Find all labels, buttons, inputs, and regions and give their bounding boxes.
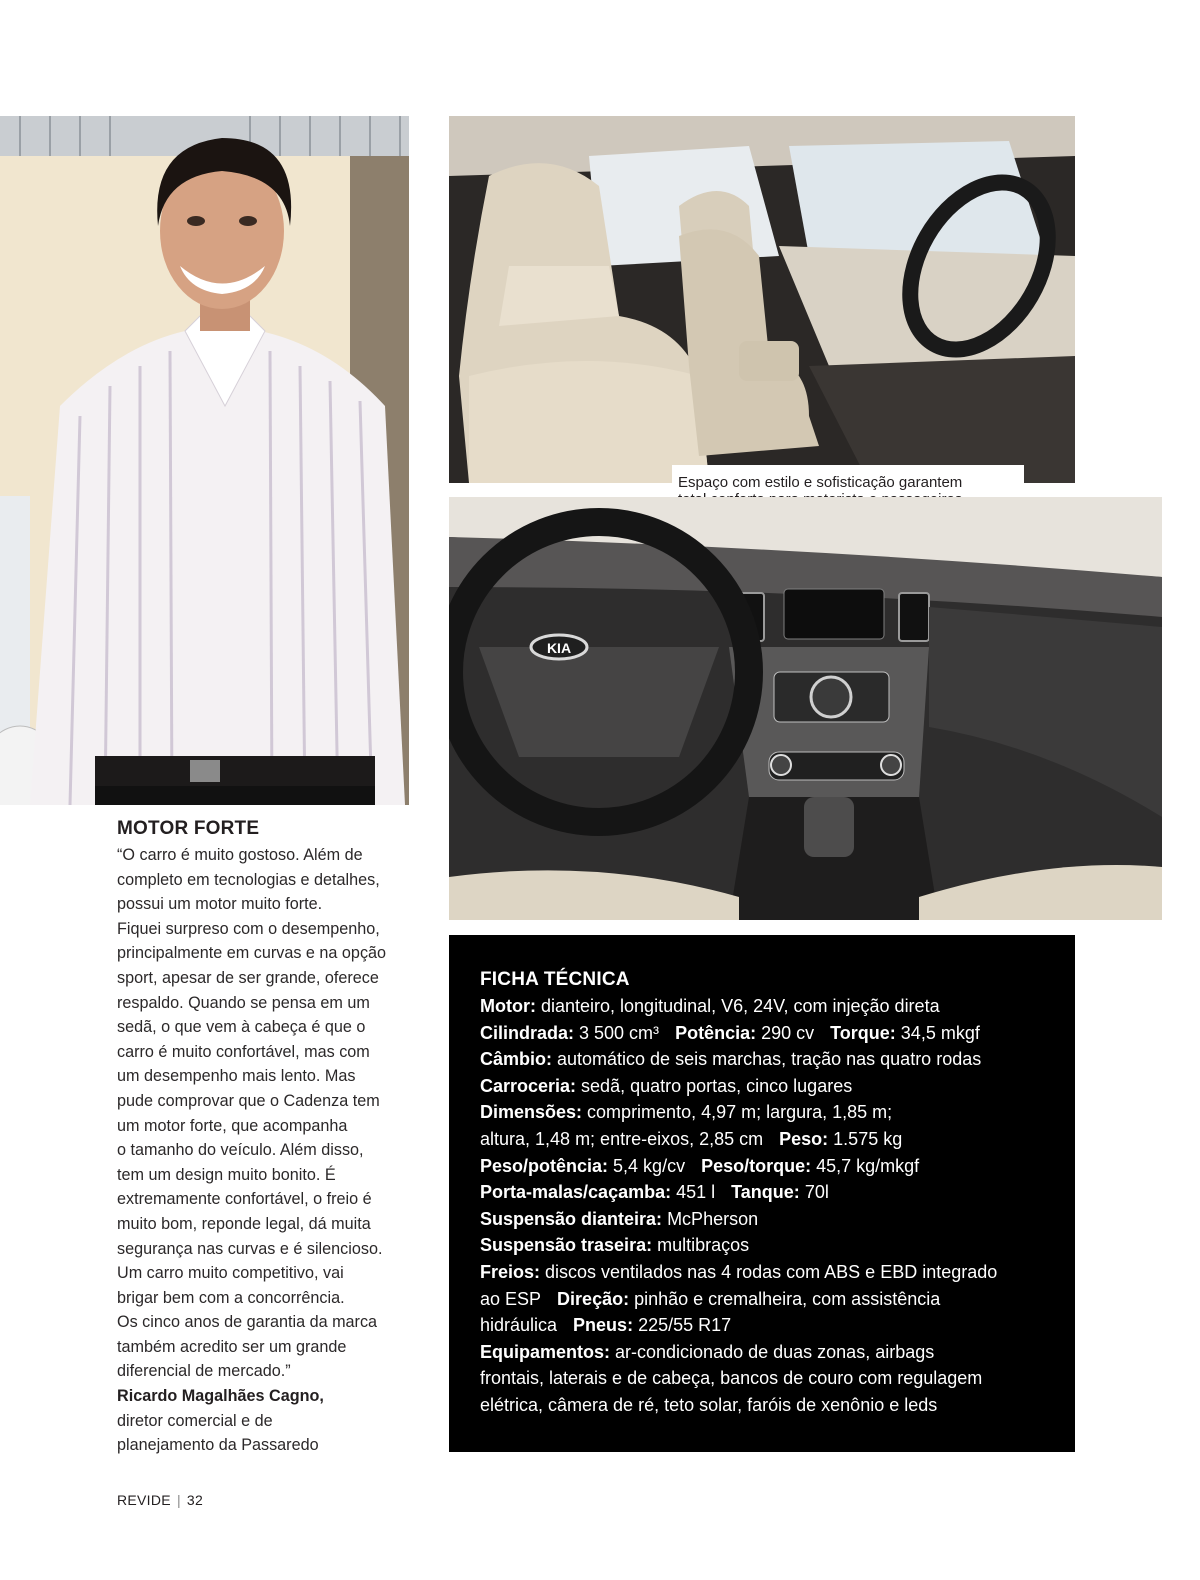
- spec-value: dianteiro, longitudinal, V6, 24V, com injeção direta: [535, 996, 940, 1016]
- portrait-photo: [0, 116, 409, 805]
- spec-line-equipamentos: [480, 1339, 1060, 1366]
- spec-line-equipamentos-3: [480, 1392, 1060, 1419]
- spec-value: 451 l: [671, 1182, 716, 1203]
- spec-value: 3 500 cm³: [574, 1022, 660, 1043]
- spec-value: multibraços: [652, 1235, 750, 1256]
- spec-label: Dimensões:: [480, 1102, 583, 1123]
- testimonial-line: também acredito ser um grande: [117, 1337, 347, 1356]
- spec-value: altura, 1,48 m; entre-eixos, 2,85 cm: [480, 1128, 764, 1149]
- spec-value: 5,4 kg/cv: [608, 1155, 686, 1176]
- testimonial-author-role: planejamento da Passaredo: [117, 1436, 319, 1455]
- testimonial-line: principalmente em curvas e na opção: [117, 944, 387, 963]
- footer-separator: |: [176, 1492, 181, 1508]
- spec-label: Peso/potência:: [480, 1155, 609, 1176]
- testimonial-line: Fiquei surpreso com o desempenho,: [117, 919, 380, 938]
- spec-label: Torque:: [830, 1022, 896, 1043]
- testimonial-line: pude comprovar que o Cadenza tem: [117, 1091, 380, 1110]
- spec-label: Pneus:: [573, 1315, 634, 1336]
- spec-label: Freios:: [480, 1261, 541, 1282]
- testimonial-line: brigar bem com a concorrência.: [117, 1288, 345, 1307]
- testimonial-line: muito bom, reponde legal, dá muita: [117, 1214, 371, 1233]
- testimonial-line: Os cinco anos de garantia da marca: [117, 1313, 378, 1332]
- dashboard-photo: [449, 497, 1162, 920]
- caption-line: Espaço com estilo e sofisticação garantem: [678, 474, 963, 491]
- testimonial-line: um desempenho mais lento. Mas: [117, 1067, 356, 1086]
- spec-line-equipamentos-2: [480, 1365, 1060, 1392]
- kia-logo-text: KIA: [546, 640, 572, 656]
- testimonial-title: MOTOR FORTE: [117, 818, 260, 839]
- spec-value: comprimento, 4,97 m; largura, 1,85 m;: [582, 1102, 893, 1123]
- spec-value: 45,7 kg/mkgf: [811, 1155, 920, 1176]
- spec-sheet-title: FICHA TÉCNICA: [480, 969, 630, 990]
- testimonial-line: respaldo. Quando se pensa em um: [117, 993, 370, 1012]
- spec-sheet-box: [449, 935, 1075, 1452]
- spec-value: automático de seis marchas, tração nas quatro rodas: [552, 1049, 982, 1070]
- spec-label: Suspensão traseira:: [480, 1235, 653, 1256]
- spec-value: frontais, laterais e de cabeça, bancos de couro com regulagem: [480, 1368, 983, 1389]
- spec-label: Peso:: [779, 1128, 829, 1149]
- spec-value: sedã, quatro portas, cinco lugares: [576, 1075, 853, 1096]
- spec-value: 70l: [799, 1182, 829, 1203]
- spec-line-suspensao-traseira: [480, 1232, 1060, 1259]
- testimonial-line: o tamanho do veículo. Além disso,: [117, 1141, 364, 1160]
- spec-label: Tanque:: [731, 1182, 800, 1203]
- spec-line-freios-direcao: [480, 1286, 1060, 1313]
- spec-value: discos ventilados nas 4 rodas com ABS e EBD integrado: [540, 1261, 998, 1282]
- spec-label: Peso/torque:: [701, 1155, 812, 1176]
- spec-label: Direção:: [557, 1288, 630, 1309]
- testimonial-line: “O carro é muito gostoso. Além de: [117, 846, 363, 864]
- spec-value: 225/55 R17: [633, 1315, 732, 1336]
- testimonial-line: Um carro muito competitivo, vai: [117, 1264, 344, 1283]
- spec-label: Porta-malas/caçamba:: [480, 1182, 672, 1203]
- testimonial-line: extremamente confortável, o freio é: [117, 1190, 372, 1209]
- page-number: 32: [186, 1492, 204, 1508]
- testimonial-line: tem um design muito bonito. É: [117, 1165, 336, 1184]
- spec-value: 34,5 mkgf: [895, 1022, 980, 1043]
- testimonial-line: segurança nas curvas e é silencioso.: [117, 1239, 383, 1258]
- spec-value: pinhão e cremalheira, com assistência: [629, 1288, 941, 1309]
- spec-line-cambio: [480, 1046, 1060, 1073]
- magazine-name: REVIDE: [117, 1492, 171, 1508]
- spec-line-direcao-pneus: [480, 1312, 1060, 1339]
- spec-line-dimensoes-peso: [480, 1126, 1060, 1153]
- spec-line-dimensoes: [480, 1099, 1060, 1126]
- testimonial-line: carro é muito confortável, mas com: [117, 1042, 370, 1061]
- spec-label: Equipamentos:: [480, 1341, 611, 1362]
- spec-value: ar-condicionado de duas zonas, airbags: [610, 1341, 935, 1362]
- testimonial-line: sport, apesar de ser grande, oferece: [117, 968, 379, 987]
- spec-label: Potência:: [675, 1022, 757, 1043]
- testimonial-line: sedã, o que vem à cabeça é que o: [117, 1018, 366, 1037]
- spec-line-carroceria: [480, 1073, 1060, 1100]
- spec-line-motor: [480, 993, 1060, 1020]
- spec-value: 290 cv: [756, 1022, 815, 1043]
- spec-label: Cilindrada:: [480, 1022, 575, 1043]
- spec-value: hidráulica: [480, 1315, 558, 1336]
- testimonial-line: um motor forte, que acompanha: [117, 1116, 348, 1135]
- spec-label: Motor:: [480, 996, 536, 1016]
- spec-label: Suspensão dianteira:: [480, 1208, 663, 1229]
- testimonial-line: diferencial de mercado.”: [117, 1362, 291, 1381]
- testimonial-block: [117, 817, 417, 1458]
- spec-line-suspensao-dianteira: [480, 1206, 1060, 1233]
- spec-line-freios: [480, 1259, 1060, 1286]
- spec-label: Câmbio:: [480, 1049, 552, 1070]
- interior-seats-photo: [449, 116, 1075, 483]
- spec-value: elétrica, câmera de ré, teto solar, faróis de xenônio e leds: [480, 1394, 938, 1415]
- spec-value: 1.575 kg: [828, 1128, 903, 1149]
- spec-value: McPherson: [662, 1208, 759, 1229]
- testimonial-author: Ricardo Magalhães Cagno,: [117, 1387, 324, 1406]
- spec-line-cilindrada: [480, 1020, 1060, 1047]
- testimonial-author-role: diretor comercial e de: [117, 1411, 273, 1430]
- testimonial-line: possui um motor muito forte.: [117, 895, 323, 914]
- testimonial-line: completo em tecnologias e detalhes,: [117, 870, 380, 889]
- spec-line-porta-malas: [480, 1179, 1060, 1206]
- page-footer: [117, 1492, 203, 1508]
- spec-line-peso-potencia: [480, 1153, 1060, 1180]
- spec-value: ao ESP: [480, 1288, 542, 1309]
- spec-label: Carroceria:: [480, 1075, 577, 1096]
